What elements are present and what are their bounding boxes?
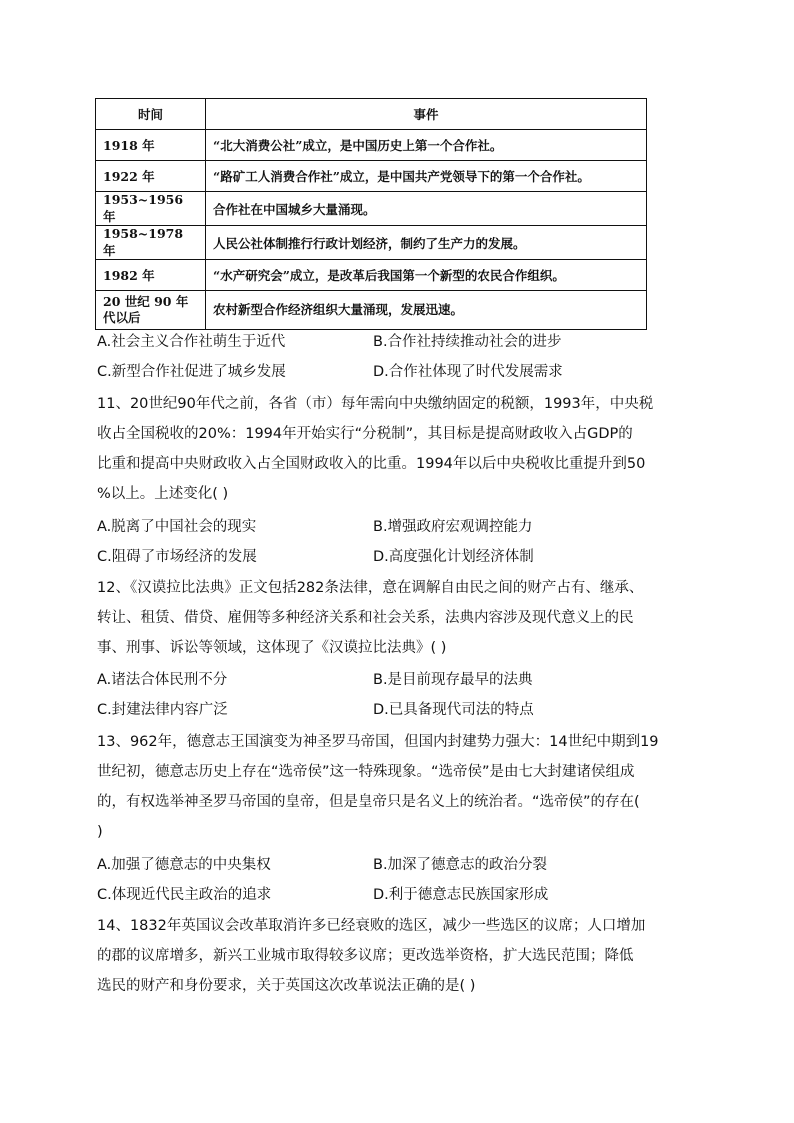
table-cell-time-line1: 20 世纪 90 年 (103, 294, 189, 309)
q11-option-d[interactable]: D.高度强化计划经济体制 (373, 549, 534, 565)
q12-line: 转让、租赁、借贷、雇佣等多种经济关系和社会关系，法典内容涉及现代意义上的民 (97, 610, 634, 626)
q12-option-c[interactable]: C.封建法律内容广泛 (97, 702, 228, 718)
q13-line: ) (97, 824, 103, 840)
table-cell-event: “路矿工人消费合作社”成立，是中国共产党领导下的第一个合作社。 (206, 161, 647, 192)
q14-line: 选民的财产和身份要求，关于英国这次改革说法正确的是( ) (97, 978, 476, 994)
q11-line: 收占全国税收的20%：1994年开始实行“分税制”，其目标是提高财政收入占GDP的 (97, 426, 633, 442)
table-row (96, 226, 647, 260)
q10-option-c[interactable]: C.新型合作社促进了城乡发展 (97, 364, 286, 380)
q10-option-a[interactable]: A.社会主义合作社萌生于近代 (97, 334, 286, 350)
q12-option-b[interactable]: B.是目前现存最早的法典 (373, 672, 533, 688)
q12-line: 12、《汉谟拉比法典》正文包括282条法律，意在调解自由民之间的财产占有、继承、 (97, 580, 644, 596)
table-cell-time-line2: 代以后 (103, 310, 141, 325)
q13-option-c[interactable]: C.体现近代民主政治的追求 (97, 887, 272, 903)
table-row (96, 260, 647, 291)
q11-option-a[interactable]: A.脱离了中国社会的现实 (97, 519, 257, 535)
q11-line: 比重和提高中央财政收入占全国财政收入的比重。1994年以后中央税收比重提升到50 (97, 456, 646, 472)
table-cell-event: 人民公社体制推行行政计划经济，制约了生产力的发展。 (206, 226, 647, 260)
table-cell-event: 合作社在中国城乡大量涌现。 (206, 192, 647, 226)
table-row (96, 130, 647, 161)
q13-option-a[interactable]: A.加强了德意志的中央集权 (97, 857, 271, 873)
q12-option-a[interactable]: A.诸法合体民刑不分 (97, 672, 228, 688)
q12-options (97, 665, 697, 725)
table-header-time: 时间 (96, 99, 206, 130)
table-header-row (96, 99, 647, 130)
history-table (95, 98, 647, 330)
table-row (96, 291, 647, 330)
q11-option-c[interactable]: C.阻碍了市场经济的发展 (97, 549, 257, 565)
q14-line: 14、1832年英国议会改革取消许多已经衰败的选区，减少一些选区的议席；人口增加 (97, 918, 646, 934)
q12-line: 事、刑事、诉讼等领域，这体现了《汉谟拉比法典》( ) (97, 640, 447, 656)
q13-line: 13、962年，德意志王国演变为神圣罗马帝国，但国内封建势力强大：14世纪中期到19 (97, 734, 659, 750)
q11-options (97, 512, 697, 572)
q13-option-d[interactable]: D.利于德意志民族国家形成 (373, 887, 549, 903)
table-row (96, 161, 647, 192)
q13-stem (97, 727, 697, 847)
q11-stem (97, 389, 697, 509)
q11-line: 11、20世纪90年代之前，各省（市）每年需向中央缴纳固定的税额，1993年，中央税 (97, 396, 654, 412)
q11-line: %以上。上述变化( ) (97, 486, 229, 502)
table-header-event: 事件 (206, 99, 647, 130)
table-cell-event: “水产研究会”成立，是改革后我国第一个新型的农民合作组织。 (206, 260, 647, 291)
table-row (96, 192, 647, 226)
table-cell-time (96, 291, 206, 330)
q14-line: 的郡的议席增多，新兴工业城市取得较多议席；更改选举资格，扩大选民范围；降低 (97, 948, 634, 964)
q14-stem (97, 911, 697, 1001)
q10-option-b[interactable]: B.合作社持续推动社会的进步 (373, 334, 562, 350)
q12-option-d[interactable]: D.已具备现代司法的特点 (373, 702, 534, 718)
q10-option-d[interactable]: D.合作社体现了时代发展需求 (373, 364, 563, 380)
q13-option-b[interactable]: B.加深了德意志的政治分裂 (373, 857, 548, 873)
table-cell-event: “北大消费公社”成立，是中国历史上第一个合作社。 (206, 130, 647, 161)
table-cell-time: 1958~1978 年 (96, 226, 206, 260)
q12-stem (97, 573, 697, 663)
table-cell-time: 1953~1956 年 (96, 192, 206, 226)
table-cell-time: 1918 年 (96, 130, 206, 161)
table-cell-time: 1982 年 (96, 260, 206, 291)
q13-line: 的，有权选举神圣罗马帝国的皇帝，但是皇帝只是名义上的统治者。“选帝侯”的存在( (97, 794, 640, 810)
table-cell-event: 农村新型合作经济组织大量涌现，发展迅速。 (206, 291, 647, 330)
q13-line: 世纪初，德意志历史上存在“选帝侯”这一特殊现象。“选帝侯”是由七大封建诸侯组成 (97, 764, 635, 780)
table-cell-time: 1922 年 (96, 161, 206, 192)
q13-options (97, 850, 697, 910)
q10-options (97, 327, 697, 387)
q11-option-b[interactable]: B.增强政府宏观调控能力 (373, 519, 533, 535)
